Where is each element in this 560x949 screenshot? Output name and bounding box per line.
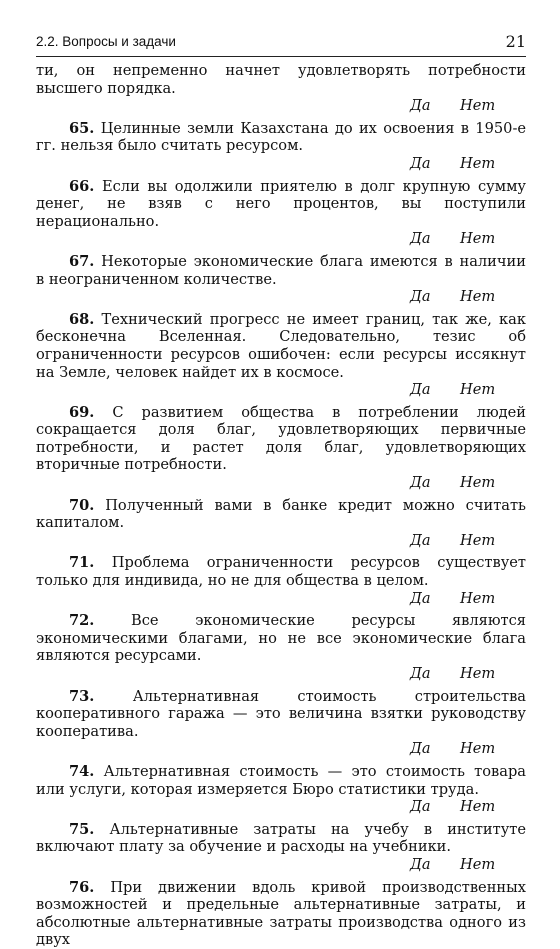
- answer-yes: Да: [410, 230, 431, 248]
- page-number: 21: [505, 32, 526, 51]
- answer-yes: Да: [410, 798, 431, 816]
- question-body: Альтернативные затраты на учебу в институте включают плату за обучение и расходы на учебники.: [36, 820, 526, 856]
- question-74: [36, 763, 526, 816]
- answer-no: Нет: [460, 474, 496, 492]
- intro-paragraph: ти, он непременно начнет удовлетворять потребности высшего порядка.: [36, 62, 526, 97]
- question-text: [36, 612, 526, 665]
- question-text: [36, 688, 526, 741]
- question-72: [36, 612, 526, 682]
- question-number: 70.: [69, 496, 95, 514]
- answer-no: Нет: [460, 589, 496, 607]
- answer-no: Нет: [460, 230, 496, 248]
- answer-options: [36, 97, 526, 115]
- answer-no: Нет: [460, 665, 496, 682]
- page-content: [36, 62, 526, 949]
- question-70: [36, 497, 526, 550]
- question-number: 76.: [69, 878, 95, 896]
- question-body: Все экономические ресурсы являются экономическими благами, но не все экономические блага являются ресурсами.: [36, 612, 527, 665]
- question-76: [36, 879, 526, 949]
- question-text: [36, 879, 526, 949]
- answer-yes: Да: [410, 531, 431, 549]
- answer-options: [36, 155, 526, 173]
- question-text: [36, 497, 526, 532]
- answer-yes: Да: [410, 474, 431, 492]
- answer-no: Нет: [460, 855, 496, 873]
- answer-yes: Да: [410, 97, 431, 115]
- question-body: Целинные земли Казахстана до их освоения в 1950-е гг. нельзя было считать ресурсом.: [36, 119, 527, 155]
- answer-yes: Да: [410, 381, 431, 399]
- answer-no: Нет: [460, 154, 496, 172]
- question-body: Полученный вами в банке кредит можно считать капиталом.: [36, 496, 526, 532]
- question-67: [36, 253, 526, 306]
- question-number: 69.: [69, 403, 95, 421]
- question-text: [36, 404, 526, 474]
- answer-yes: Да: [410, 589, 431, 607]
- question-body: Если вы одолжили приятелю в долг крупную сумму денег, не взяв с него процентов, вы поступили нерационально.: [36, 177, 527, 230]
- answer-options: [36, 590, 526, 608]
- answer-options: [36, 288, 526, 306]
- answer-yes: Да: [410, 288, 431, 306]
- question-body: Альтернативная стоимость — это стоимость товара или услуги, которая измеряется Бюро статистики труда.: [36, 762, 526, 798]
- question-75: [36, 821, 526, 874]
- answer-no: Нет: [460, 97, 496, 115]
- question-body: При движении вдоль кривой производственных возможностей и предельные альтернативные затраты, и абсолютные альтернативные затраты производства одного из двух: [36, 878, 526, 949]
- answer-no: Нет: [460, 798, 496, 816]
- question-number: 65.: [69, 119, 95, 137]
- answer-no: Нет: [460, 288, 496, 306]
- question-body: Альтернативная стоимость строительства кооперативного гаража — это величина взятки руководству кооператива.: [36, 687, 526, 740]
- answer-yes: Да: [410, 855, 431, 873]
- question-body: Проблема ограниченности ресурсов существует только для индивида, но не для общества в целом.: [36, 554, 526, 590]
- question-number: 68.: [69, 310, 95, 328]
- question-number: 71.: [69, 554, 95, 572]
- question-text: [36, 253, 526, 288]
- question-text: [36, 178, 526, 231]
- answer-options: [36, 381, 526, 399]
- question-body: Технический прогресс не имеет границ, так же, как бесконечна Вселенная. Следовательно, тезис об ограниченности ресурсов ошибочен: если ресурсы иссякнут на Земле, человек найдет их в космосе.: [36, 310, 526, 381]
- answer-no: Нет: [460, 531, 496, 549]
- answer-options: [36, 740, 526, 758]
- question-text: [36, 821, 526, 856]
- answer-yes: Да: [410, 665, 431, 682]
- question-number: 73.: [69, 687, 95, 705]
- question-body: С развитием общества в потреблении людей сокращается доля благ, удовлетворяющих первичные потребности, и растет доля благ, удовлетворяющих вторичные потребности.: [36, 403, 527, 474]
- page-header: [36, 34, 526, 57]
- question-number: 66.: [69, 177, 95, 195]
- question-71: [36, 554, 526, 607]
- answer-yes: Да: [410, 740, 431, 758]
- question-text: [36, 120, 526, 155]
- question-number: 67.: [69, 252, 95, 270]
- answer-options: [36, 230, 526, 248]
- question-68: [36, 311, 526, 399]
- answer-options: [36, 532, 526, 550]
- question-number: 72.: [69, 612, 95, 630]
- answer-yes: Да: [410, 154, 431, 172]
- question-text: [36, 554, 526, 589]
- question-text: [36, 763, 526, 798]
- question-body: Некоторые экономические блага имеются в наличии в неограниченном количестве.: [36, 252, 526, 288]
- answer-options: [36, 798, 526, 816]
- question-text: [36, 311, 526, 381]
- answer-options: [36, 474, 526, 492]
- question-69: [36, 404, 526, 492]
- question-65: [36, 120, 526, 173]
- answer-no: Нет: [460, 740, 496, 758]
- answer-options: [36, 856, 526, 874]
- section-title: 2.2. Вопросы и задачи: [36, 34, 176, 49]
- question-66: [36, 178, 526, 248]
- answer-options: [36, 665, 526, 683]
- question-number: 75.: [69, 820, 95, 838]
- answer-no: Нет: [460, 381, 496, 399]
- question-73: [36, 688, 526, 758]
- question-number: 74.: [69, 762, 95, 780]
